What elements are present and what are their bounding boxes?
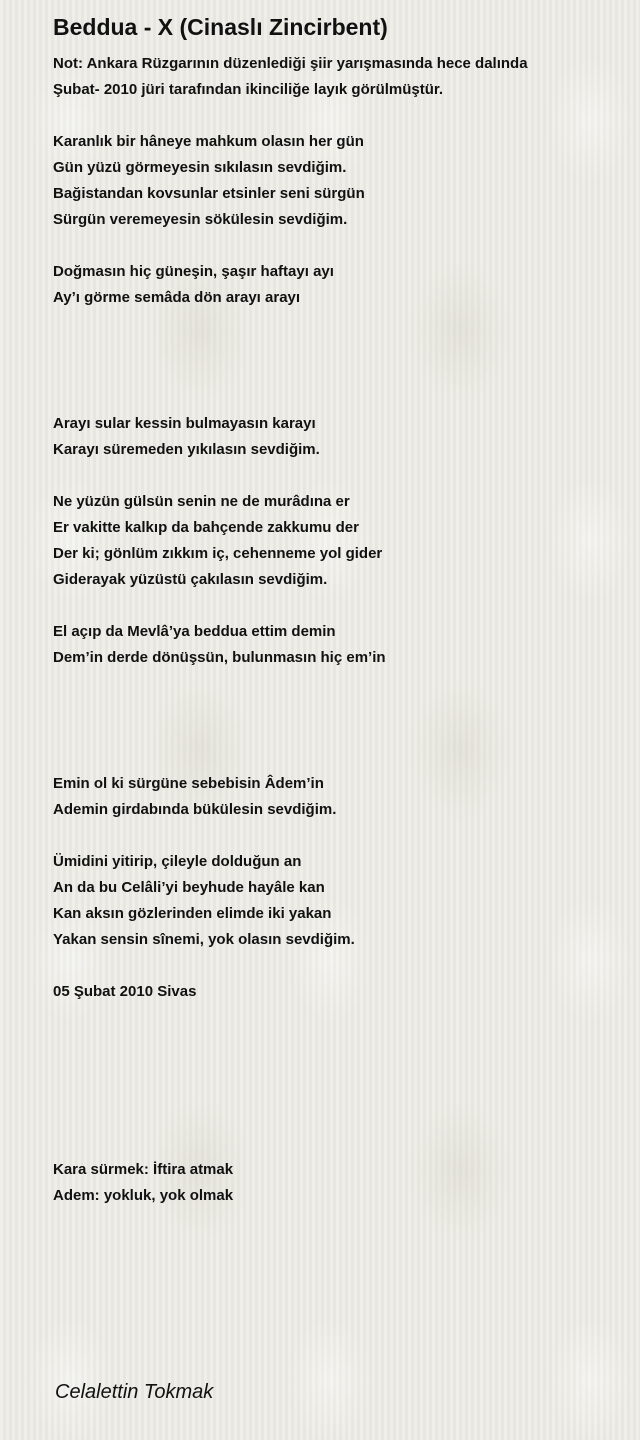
verse-line: Emin ol ki sürgüne sebebisin Âdem’in: [53, 775, 324, 792]
stanza-4: [53, 489, 382, 593]
poem-title: Beddua - X (Cinaslı Zincirbent): [53, 14, 388, 40]
verse-line: An da bu Celâli’yi beyhude hayâle kan: [53, 879, 325, 896]
verse-line: Karanlık bir hâneye mahkum olasın her gün: [53, 133, 364, 150]
author-name: Celalettin Tokmak: [55, 1381, 214, 1403]
verse-line: Der ki; gönlüm zıkkım iç, cehenneme yol gider: [53, 545, 383, 562]
verse-line: Ademin girdabında bükülesin sevdiğim.: [53, 801, 337, 818]
verse-line: Er vakitte kalkıp da bahçende zakkumu der: [53, 519, 359, 536]
stanza-1: [53, 129, 365, 233]
verse-line: Bağistandan kovsunlar etsinler seni sürgün: [53, 185, 365, 202]
competition-note: [53, 51, 528, 103]
date-place: [53, 979, 196, 1005]
stanza-2: [53, 259, 334, 311]
verse-line: Dem’in derde dönüşsün, bulunmasın hiç em’in: [53, 649, 386, 666]
date-place-text: 05 Şubat 2010 Sivas: [53, 983, 197, 1000]
verse-line: Ay’ı görme semâda dön arayı arayı: [53, 289, 301, 306]
verse-line: Gün yüzü görmeyesin sıkılasın sevdiğim.: [53, 159, 347, 176]
glossary: [53, 1157, 233, 1209]
verse-line: Ne yüzün gülsün senin ne de murâdına er: [53, 493, 350, 510]
stanza-6: [53, 771, 336, 823]
stanza-3: [53, 411, 320, 463]
verse-line: El açıp da Mevlâ’ya beddua ettim demin: [53, 623, 336, 640]
verse-line: Karayı süremeden yıkılasın sevdiğim.: [53, 441, 320, 458]
stanza-7: [53, 849, 355, 953]
verse-line: Sürgün veremeyesin sökülesin sevdiğim.: [53, 211, 348, 228]
verse-line: Giderayak yüzüstü çakılasın sevdiğim.: [53, 571, 328, 588]
verse-line: Ümidini yitirip, çileyle dolduğun an: [53, 853, 302, 870]
glossary-item: Adem: yokluk, yok olmak: [53, 1187, 234, 1204]
stanza-5: [53, 619, 386, 671]
verse-line: Kan aksın gözlerinden elimde iki yakan: [53, 905, 332, 922]
verse-line: Arayı sular kessin bulmayasın karayı: [53, 415, 316, 432]
verse-line: Yakan sensin sînemi, yok olasın sevdiğim.: [53, 931, 355, 948]
verse-line: Doğmasın hiç güneşin, şaşır haftayı ayı: [53, 263, 334, 280]
glossary-item: Kara sürmek: İftira atmak: [53, 1161, 234, 1178]
note-line: Şubat- 2010 jüri tarafından ikinciliğe layık görülmüştür.: [53, 81, 444, 98]
note-line: Not: Ankara Rüzgarının düzenlediği şiir yarışmasında hece dalında: [53, 55, 528, 72]
